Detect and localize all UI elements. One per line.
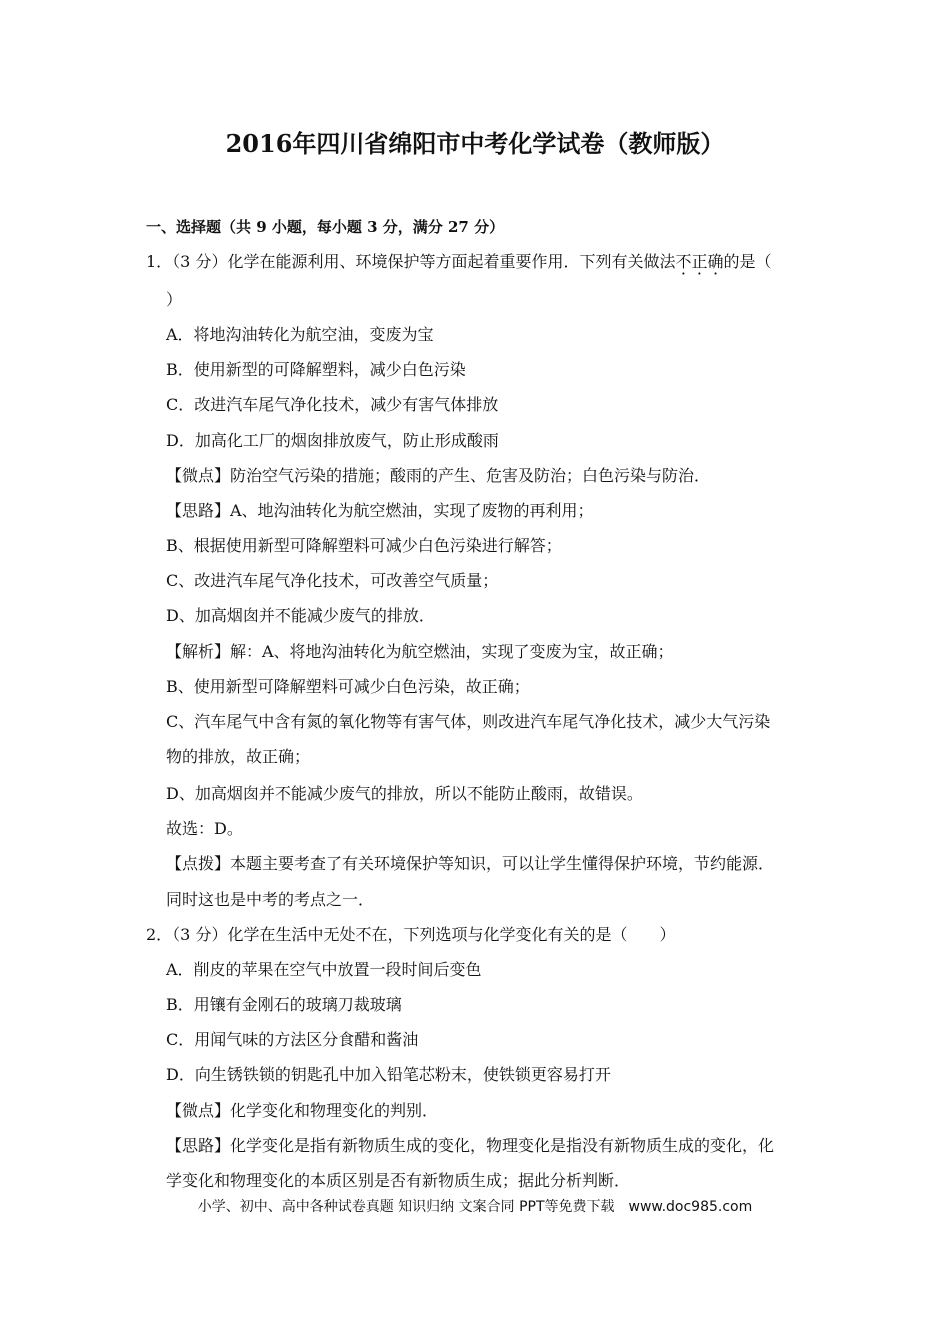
question-1-stem-tail: 的是（ xyxy=(723,252,772,271)
q1-weidian: 【微点】防治空气污染的措施；酸雨的产生、危害及防治；白色污染与防治． xyxy=(166,466,711,485)
emphasis-char: 正 xyxy=(691,252,708,271)
q2-option-a: A．削皮的苹果在空气中放置一段时间后变色 xyxy=(166,960,482,979)
q2-option-b: B．用镶有金刚石的玻璃刀裁玻璃 xyxy=(166,995,402,1014)
q2-option-d: D．向生锈铁锁的钥匙孔中加入铅笔芯粉末，使铁锁更容易打开 xyxy=(166,1065,611,1084)
q1-silu-line: D、加高烟囱并不能减少废气的排放． xyxy=(166,606,435,625)
q1-answer: 故选：D。 xyxy=(166,819,243,838)
q1-silu-line: B、根据使用新型可降解塑料可减少白色污染进行解答； xyxy=(166,536,562,555)
q1-option-b: B．使用新型的可降解塑料，减少白色污染 xyxy=(166,360,466,379)
question-1-stem-text: 1．（3 分）化学在能源利用、环境保护等方面起着重要作用．下列有关做法 xyxy=(146,252,676,271)
emphasis-char: 不 xyxy=(675,252,692,271)
q1-silu-line: C、改进汽车尾气净化技术，可改善空气质量； xyxy=(166,571,499,590)
q1-jiexi-line: B、使用新型可降解塑料可减少白色污染，故正确； xyxy=(166,677,530,696)
q1-jiexi-line: 【解析】解：A、将地沟油转化为航空燃油，实现了变废为宝，故正确； xyxy=(166,642,674,661)
q1-option-a: A．将地沟油转化为航空油，变废为宝 xyxy=(166,325,434,344)
question-1-paren-close: ） xyxy=(166,290,183,309)
q1-jiexi-line: D、加高烟囱并不能减少废气的排放，所以不能防止酸雨，故错误。 xyxy=(166,784,643,803)
page-title: 2016年四川省绵阳市中考化学试卷（教师版） xyxy=(225,129,725,158)
section-heading: 一、选择题（共 9 小题，每小题 3 分，满分 27 分） xyxy=(146,218,505,236)
emphasis-char: 确 xyxy=(707,252,724,271)
q2-option-c: C．用闻气味的方法区分食醋和酱油 xyxy=(166,1030,419,1049)
page-footer: 小学、初中、高中各种试卷真题 知识归纳 文案合同 PPT等免费下载 www.doc985.com xyxy=(197,1199,753,1215)
q1-jiexi-line: 物的排放，故正确； xyxy=(166,747,311,766)
q1-dianbo-line: 【点拨】本题主要考查了有关环境保护等知识，可以让学生懂得保护环境，节约能源． xyxy=(166,854,775,873)
q1-option-c: C．改进汽车尾气净化技术，减少有害气体排放 xyxy=(166,395,499,414)
q1-silu-line: 【思路】A、地沟油转化为航空燃油，实现了废物的再利用； xyxy=(166,501,594,520)
q2-weidian: 【微点】化学变化和物理变化的判别． xyxy=(166,1101,439,1120)
q1-jiexi-line: C、汽车尾气中含有氮的氧化物等有害气体，则改进汽车尾气净化技术，减少大气污染 xyxy=(166,712,771,731)
q2-silu-line: 【思路】化学变化是指有新物质生成的变化，物理变化是指没有新物质生成的变化，化 xyxy=(166,1136,775,1155)
q2-silu-line: 学变化和物理变化的本质区别是否有新物质生成；据此分析判断． xyxy=(166,1171,631,1190)
q1-dianbo-line: 同时这也是中考的考点之一． xyxy=(166,890,375,909)
question-1-stem xyxy=(146,252,772,272)
q1-option-d: D．加高化工厂的烟囱排放废气，防止形成酸雨 xyxy=(166,431,499,450)
question-2-stem: 2．（3 分）化学在生活中无处不在，下列选项与化学变化有关的是（ ） xyxy=(146,925,676,944)
emphasis-not-correct xyxy=(675,252,723,272)
